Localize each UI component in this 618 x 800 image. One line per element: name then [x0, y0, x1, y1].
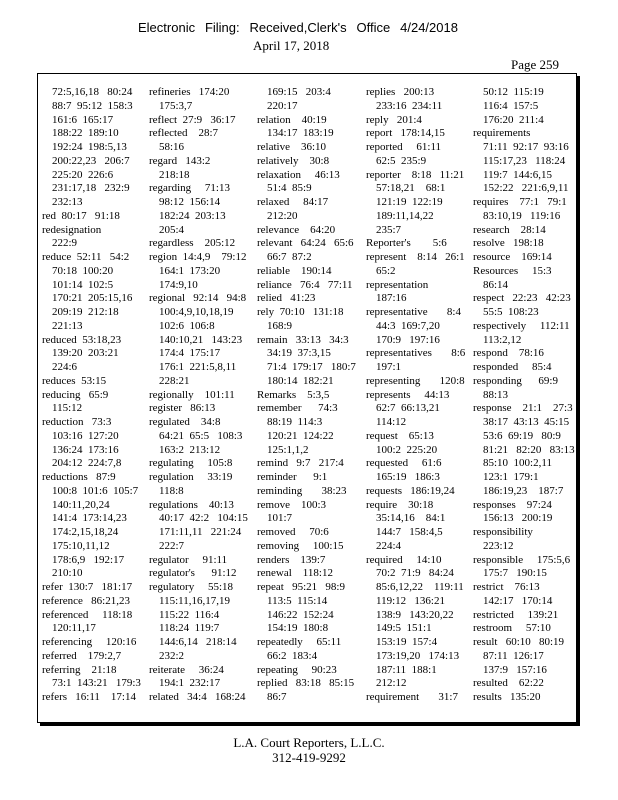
index-line: 88:7 95:12 158:3 [52, 99, 133, 112]
index-line: redesignation [42, 223, 102, 236]
index-line: 71:11 92:17 93:16 [483, 141, 569, 153]
index-line: 118:8 [159, 484, 184, 497]
index-line: regulator 91:11 [149, 553, 228, 566]
footer-phone: 312-419-9292 [272, 750, 346, 765]
index-line: reiterate 36:24 [149, 663, 224, 676]
index-line: 141:4 173:14,23 [52, 512, 127, 525]
index-line: refers 16:11 17:14 [42, 691, 136, 703]
index-line: requirement 31:7 [366, 691, 458, 703]
index-line: 176:1 221:5,8,11 [159, 361, 237, 373]
index-line: 224:4 [376, 539, 402, 552]
index-line: response 21:1 27:3 [473, 402, 573, 415]
index-line: 197:1 [376, 361, 402, 373]
index-line: reflected 28:7 [149, 127, 219, 140]
index-line: responsible 175:5,6 [473, 553, 571, 566]
index-line: request 65:13 [366, 429, 434, 442]
index-line: 118:24 119:7 [159, 622, 220, 635]
index-line: 119:7 144:6,15 [483, 168, 552, 181]
index-line: 187:11 188:1 [376, 663, 437, 676]
index-line: reductions 87:9 [42, 471, 116, 483]
index-line: representative 8:4 [366, 306, 461, 318]
index-line: 120:21 124:22 [267, 429, 334, 442]
index-line: reduced 53:18,23 [42, 333, 122, 346]
index-line: 152:22 221:6,9,11 [483, 182, 569, 195]
index-line: reducing 65:9 [42, 388, 109, 401]
page-number: Page 259 [511, 57, 560, 72]
index-line: 209:19 212:18 [52, 306, 119, 318]
index-line: 85:10 100:2,11 [483, 457, 552, 470]
index-line: 200:22,23 206:7 [52, 154, 130, 167]
index-line: remove 100:3 [257, 498, 327, 511]
index-line: reduces 53:15 [42, 374, 107, 387]
index-line: 113:2,12 [483, 333, 522, 346]
index-line: 163:2 213:12 [159, 443, 221, 456]
index-line: 51:4 85:9 [267, 182, 312, 195]
index-line: 169:15 203:4 [267, 86, 331, 98]
index-line: 228:21 [159, 374, 190, 387]
index-line: reminding 38:23 [257, 484, 347, 497]
index-line: requests 186:19,24 [366, 484, 455, 497]
index-line: 115:12 [52, 402, 83, 415]
index-line: regarding 71:13 [149, 182, 230, 195]
index-line: report 178:14,15 [366, 127, 445, 140]
index-line: 100:2 225:20 [376, 443, 438, 456]
index-line: reply 201:4 [366, 113, 422, 126]
index-line: 113:5 115:14 [267, 594, 328, 607]
index-line: renewal 118:12 [257, 567, 333, 580]
index-line: reminder 9:1 [257, 471, 328, 483]
index-line: requirements [473, 127, 531, 140]
index-line: 55:5 108:23 [483, 306, 539, 318]
index-line: 38:17 43:13 45:15 [483, 416, 570, 428]
index-line: representatives 8:6 [366, 347, 466, 360]
index-line: 171:11,11 221:24 [159, 526, 242, 538]
index-line: result 60:10 80:19 [473, 636, 565, 648]
index-line: relation 40:19 [257, 113, 327, 126]
index-line: 66:2 183:4 [267, 649, 318, 662]
index-column-4 [366, 86, 465, 716]
index-line: 144:7 158:4,5 [376, 526, 443, 538]
index-line: 149:5 151:1 [376, 622, 432, 635]
index-line: referencing 120:16 [42, 636, 137, 648]
index-line: 194:1 232:17 [159, 677, 221, 690]
index-line: 73:1 143:21 179:3 [52, 677, 141, 690]
index-line: register 86:13 [149, 402, 216, 415]
index-line: 58:16 [159, 141, 185, 153]
index-line: 71:4 179:17 180:7 [267, 361, 356, 373]
index-line: 119:12 136:21 [376, 594, 445, 607]
index-line: 83:10,19 119:16 [483, 209, 561, 222]
index-line: representing 120:8 [366, 374, 465, 387]
index-line: 144:6,14 218:14 [159, 636, 237, 648]
index-line: resulted 62:22 [473, 677, 544, 690]
index-line: 101:7 [267, 512, 293, 525]
index-line: 142:17 170:14 [483, 594, 553, 607]
index-line: replies 200:13 [366, 86, 435, 98]
index-line: Resources 15:3 [473, 264, 552, 277]
index-line: 86:7 [267, 691, 287, 703]
footer-company: L.A. Court Reporters, L.L.C. [233, 735, 385, 750]
index-line: 192:24 198:5,13 [52, 141, 127, 153]
index-line: regardless 205:12 [149, 237, 236, 250]
index-line: 210:10 [52, 567, 83, 580]
index-line: 100:4,9,10,18,19 [159, 306, 234, 318]
index-line: 103:16 127:20 [52, 429, 119, 442]
index-line: 64:21 65:5 108:3 [159, 429, 243, 442]
index-line: regional 92:14 94:8 [149, 292, 247, 305]
index-line: repeat 95:21 98:9 [257, 581, 345, 593]
index-line: 85:6,12,22 119:11 [376, 581, 464, 593]
index-line: 168:9 [267, 319, 293, 332]
index-line: 205:4 [159, 223, 185, 236]
filing-word-4: Office [356, 20, 391, 35]
index-line: responding 69:9 [473, 374, 558, 387]
index-line: 138:9 143:20,22 [376, 608, 454, 621]
index-line: responsibility [473, 526, 533, 538]
index-line: 164:1 173:20 [159, 264, 221, 277]
index-line: 57:18,21 68:1 [376, 182, 446, 195]
index-line: 40:17 42:2 104:15 [159, 512, 248, 525]
index-line: referring 21:18 [42, 663, 117, 676]
index-line: 173:19,20 174:13 [376, 649, 460, 662]
index-line: relied 41:23 [257, 292, 316, 305]
index-line: regulating 105:8 [149, 457, 233, 470]
index-line: repeatedly 65:11 [257, 636, 342, 648]
index-line: 175:3,7 [159, 99, 193, 112]
index-line: 182:24 203:13 [159, 209, 226, 222]
index-line: 50:12 115:19 [483, 86, 544, 98]
index-line: reduction 73:3 [42, 416, 112, 428]
index-line: restroom 57:10 [473, 622, 551, 635]
index-line: required 14:10 [366, 553, 442, 566]
index-line: reference 86:21,23 [42, 594, 130, 607]
index-line: replied 83:18 85:15 [257, 677, 355, 690]
index-line: represent 8:14 26:1 [366, 251, 465, 263]
index-line: 53:6 69:19 80:9 [483, 429, 561, 442]
index-line: 175:10,11,12 [52, 539, 110, 552]
index-line: related 34:4 168:24 [149, 691, 246, 703]
index-line: research 28:14 [473, 223, 546, 236]
footer [0, 735, 618, 765]
index-line: 65:2 [376, 264, 396, 277]
index-line: 116:4 157:5 [483, 99, 539, 112]
index-line: respond 78:16 [473, 347, 544, 360]
index-line: remain 33:13 34:3 [257, 333, 349, 346]
index-line: region 14:4,9 79:12 [149, 251, 247, 263]
index-line: 212:12 [376, 677, 407, 690]
index-line: 115:11,16,17,19 [159, 594, 230, 607]
index-line: 222:9 [52, 237, 78, 250]
index-line: 136:24 173:16 [52, 443, 119, 456]
index-line: renders 139:7 [257, 553, 326, 566]
index-line: 100:8 101:6 105:7 [52, 484, 139, 497]
index-line: 153:19 157:4 [376, 636, 438, 648]
index-line: 137:9 157:16 [483, 663, 547, 676]
index-line: 156:13 200:19 [483, 512, 553, 525]
index-line: removing 100:15 [257, 539, 344, 552]
index-column-3 [257, 86, 356, 716]
filing-word-1: Electronic [138, 20, 196, 35]
index-line: relatively 30:8 [257, 154, 330, 167]
index-line: 81:21 82:20 83:13 [483, 443, 575, 456]
index-line: reflect 27:9 36:17 [149, 113, 236, 126]
index-line: 220:17 [267, 99, 298, 112]
index-line: 35:14,16 84:1 [376, 512, 446, 525]
index-line: referred 179:2,7 [42, 649, 122, 662]
index-column-5 [473, 86, 575, 716]
index-line: 187:16 [376, 292, 407, 305]
index-line: 180:14 182:21 [267, 374, 334, 387]
index-line: resource 169:14 [473, 251, 552, 263]
index-line: remember 74:3 [257, 402, 338, 415]
index-line: 123:1 179:1 [483, 471, 539, 483]
index-line: 174:2,15,18,24 [52, 526, 119, 538]
index-line: 223:12 [483, 539, 514, 552]
index-column-2 [149, 86, 248, 716]
index-line: Reporter's 5:6 [366, 237, 447, 250]
index-line: 72:5,16,18 80:24 [52, 86, 133, 98]
index-line: results 135:20 [473, 691, 541, 703]
index-line: 204:12 224:7,8 [52, 457, 122, 470]
index-line: 62:7 66:13,21 [376, 402, 440, 415]
index-line: red 80:17 91:18 [42, 209, 120, 222]
index-line: refineries 174:20 [149, 86, 230, 98]
index-line: refer 130:7 181:17 [42, 581, 133, 593]
index-line: 186:19,23 187:7 [483, 484, 564, 497]
index-line: represents 44:13 [366, 388, 450, 401]
index-line: 121:19 122:19 [376, 196, 443, 208]
index-line: 154:19 180:8 [267, 622, 329, 635]
index-line: relevance 64:20 [257, 223, 336, 236]
index-line: reported 61:11 [366, 141, 442, 153]
index-line: regulated 34:8 [149, 416, 221, 428]
index-line: 114:12 [376, 416, 407, 428]
filing-word-5: 4/24/2018 [400, 20, 458, 35]
index-line: 140:10,21 143:23 [159, 333, 243, 346]
index-line: Remarks 5:3,5 [257, 388, 330, 401]
index-line: reliable 190:14 [257, 264, 332, 277]
index-line: 86:14 [483, 278, 509, 291]
index-line: rely 70:10 131:18 [257, 306, 344, 318]
index-line: requires 77:1 79:1 [473, 196, 567, 208]
index-line: repeating 90:23 [257, 663, 337, 676]
index-line: regulations 40:13 [149, 498, 234, 511]
index-line: remind 9:7 217:4 [257, 457, 344, 470]
index-line: 115:17,23 118:24 [483, 154, 566, 167]
index-line: respectively 112:11 [473, 319, 570, 332]
index-column-1 [42, 86, 141, 716]
index-line: relaxation 46:13 [257, 168, 340, 181]
index-line: 125:1,1,2 [267, 443, 309, 456]
index-line: regard 143:2 [149, 154, 211, 167]
index-line: 62:5 235:9 [376, 154, 427, 167]
index-line: 120:11,17 [52, 622, 96, 635]
index-line: 222:7 [159, 539, 185, 552]
index-line: 70:2 71:9 84:24 [376, 567, 454, 580]
index-line: 174:4 175:17 [159, 347, 221, 360]
index-line: 176:20 211:4 [483, 113, 544, 126]
index-line: 115:22 116:4 [159, 608, 220, 621]
index-line: 233:16 234:11 [376, 99, 443, 112]
index-line: 44:3 169:7,20 [376, 319, 440, 332]
index-line: resolve 198:18 [473, 237, 544, 250]
index-line: 218:18 [159, 168, 190, 181]
index-line: 232:13 [52, 196, 83, 208]
index-line: regulator's 91:12 [149, 567, 237, 580]
index-line: 161:6 165:17 [52, 113, 114, 126]
index-line: 34:19 37:3,15 [267, 347, 331, 360]
index-line: 101:14 102:5 [52, 278, 114, 291]
filing-word-2: Filing: [204, 20, 240, 35]
index-line: relevant 64:24 65:6 [257, 237, 354, 250]
index-line: require 30:18 [366, 498, 434, 511]
index-line: responded 85:4 [473, 361, 552, 373]
index-line: 232:2 [159, 649, 185, 662]
index-line: regionally 101:11 [149, 388, 235, 401]
index-line: 102:6 106:8 [159, 319, 215, 332]
index-line: 134:17 183:19 [267, 127, 334, 140]
index-line: responses 97:24 [473, 498, 552, 511]
index-line: respect 22:23 42:23 [473, 292, 571, 305]
index-line: 170:9 197:16 [376, 333, 440, 346]
index-line: 188:22 189:10 [52, 127, 119, 140]
index-line: reliance 76:4 77:11 [257, 278, 353, 291]
index-line: reduce 52:11 54:2 [42, 251, 130, 263]
index-line: 174:9,10 [159, 278, 198, 291]
index-line: 139:20 203:21 [52, 347, 119, 360]
index-line: 146:22 152:24 [267, 608, 334, 621]
index-line: regulatory 55:18 [149, 581, 234, 593]
index-line: restrict 76:13 [473, 581, 540, 593]
index-line: 170:21 205:15,16 [52, 292, 133, 305]
index-line: 231:17,18 232:9 [52, 182, 130, 195]
index-line: reporter 8:18 11:21 [366, 168, 465, 181]
index-line: 88:13 [483, 388, 509, 401]
index-line: 212:20 [267, 209, 298, 222]
index-line: 224:6 [52, 361, 78, 373]
index-line: 221:13 [52, 319, 83, 332]
index-line: requested 61:6 [366, 457, 442, 470]
index-line: 98:12 156:14 [159, 196, 221, 208]
index-line: 66:7 87:2 [267, 251, 312, 263]
index-line: 189:11,14,22 [376, 209, 434, 222]
index-line: 235:7 [376, 223, 402, 236]
index-line: representation [366, 278, 429, 291]
index-line: 87:11 126:17 [483, 649, 544, 662]
index-line: referenced 118:18 [42, 608, 133, 621]
index-line: 165:19 186:3 [376, 471, 440, 483]
index-line: regulation 33:19 [149, 471, 233, 483]
index-line: 70:18 100:20 [52, 264, 114, 277]
filing-word-3: Received,Clerk's [249, 20, 347, 35]
index-line: relative 36:10 [257, 141, 327, 153]
index-line: 178:6,9 192:17 [52, 553, 125, 566]
filing-stamp [138, 20, 458, 35]
index-line: 88:19 114:3 [267, 416, 323, 428]
index-line: relaxed 84:17 [257, 196, 329, 208]
transcript-date: April 17, 2018 [253, 38, 330, 53]
index-line: 175:7 190:15 [483, 567, 547, 580]
index-line: 225:20 226:6 [52, 168, 114, 181]
index-line: removed 70:6 [257, 526, 329, 538]
index-line: restricted 139:21 [473, 608, 559, 621]
index-line: 140:11,20,24 [52, 498, 110, 511]
